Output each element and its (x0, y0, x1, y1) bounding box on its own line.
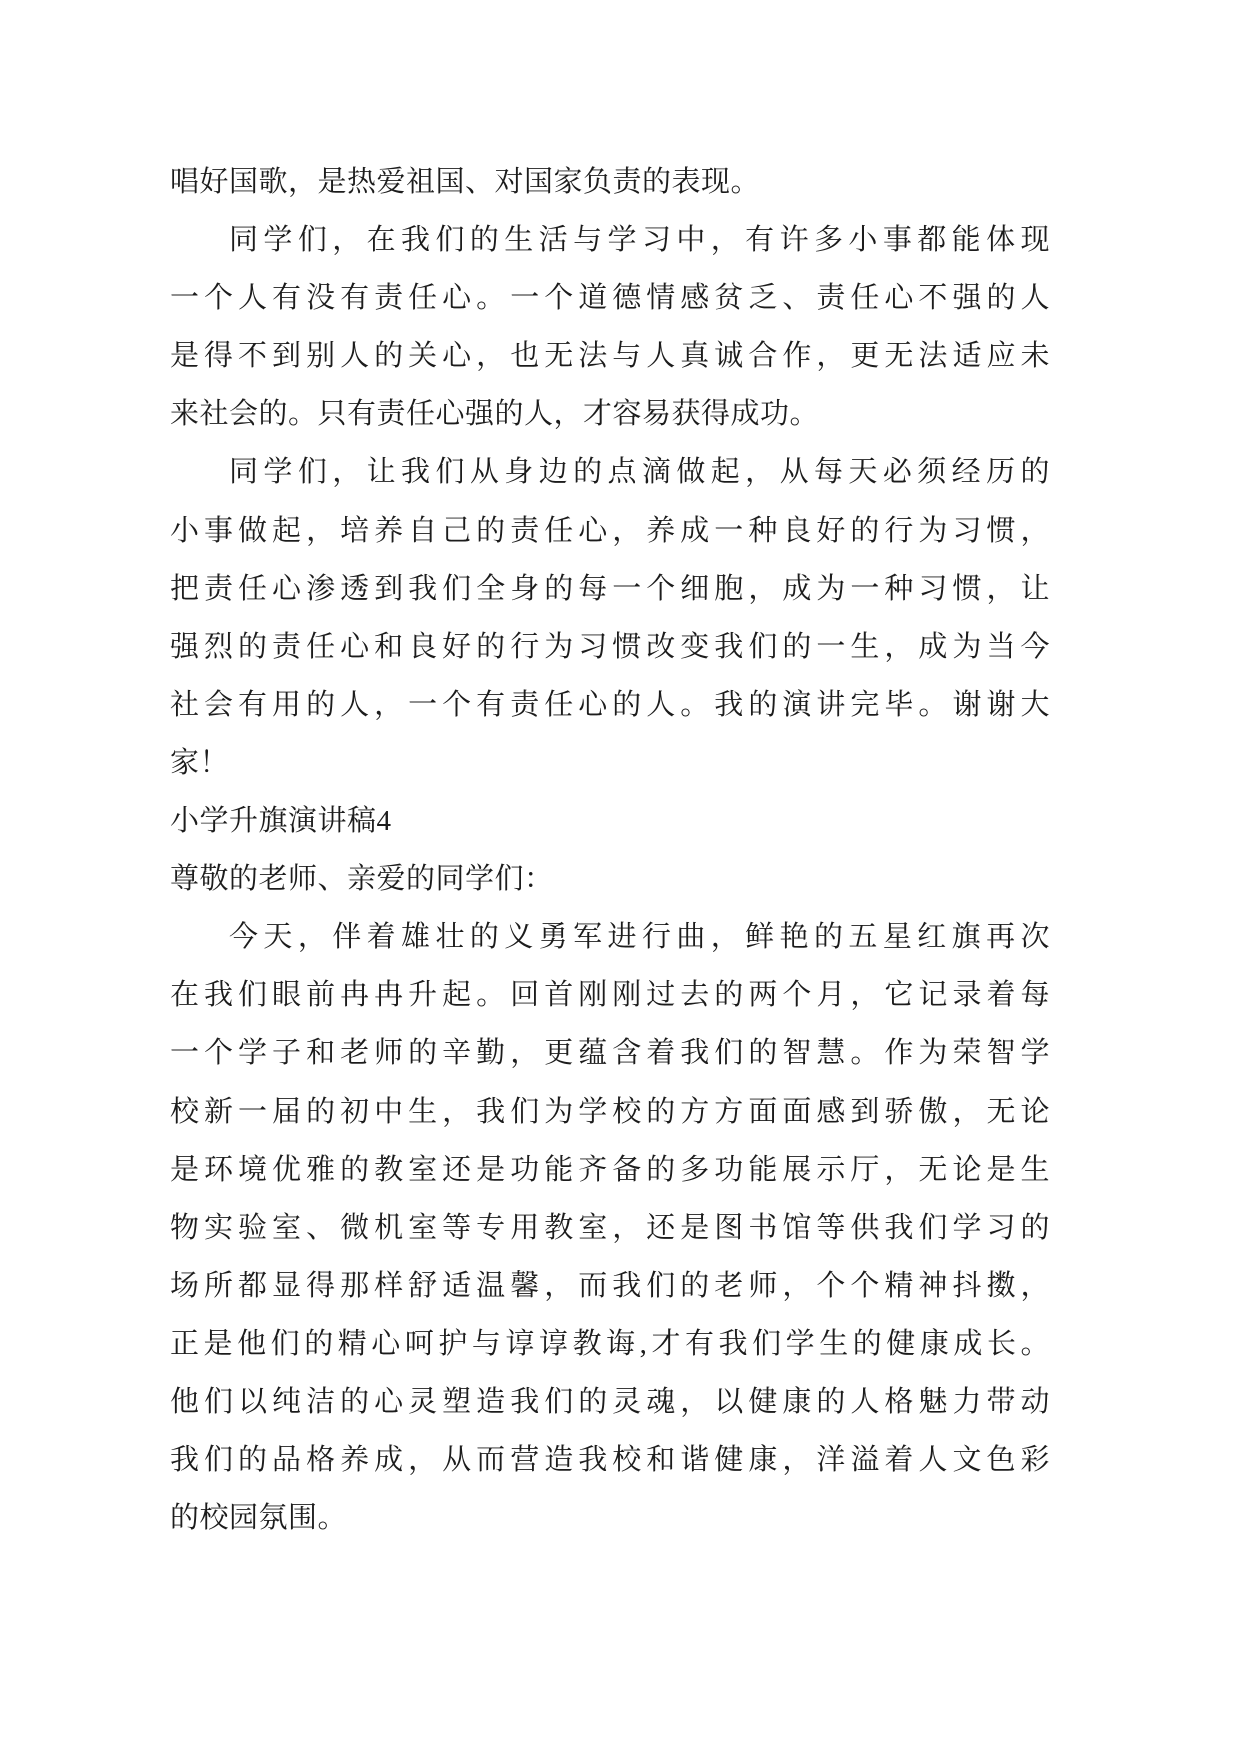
text-line: 家！ (170, 746, 230, 779)
text-line: 一个人有没有责任心。一个道德情感贫乏、责任心不强的人 (170, 282, 1050, 315)
document-body (170, 153, 1050, 1547)
text-line: 物实验室、微机室等专用教室，还是图书馆等供我们学习的 (170, 1211, 1050, 1244)
text-line: 唱好国歌，是热爱祖国、对国家负责的表现。 (170, 166, 761, 198)
text-line: 我们的品格养成，从而营造我校和谐健康，洋溢着人文色彩 (170, 1444, 1050, 1477)
text-line: 把责任心渗透到我们全身的每一个细胞，成为一种习惯，让 (170, 572, 1050, 605)
text-line: 一个学子和老师的辛勤，更蕴含着我们的智慧。作为荣智学 (170, 1037, 1050, 1070)
text-line: 同学们，让我们从身边的点滴做起，从每天必须经历的 (229, 456, 1050, 489)
text-line: 社会有用的人，一个有责任心的人。我的演讲完毕。谢谢大 (170, 688, 1050, 721)
text-line: 在我们眼前冉冉升起。回首刚刚过去的两个月，它记录着每 (170, 979, 1050, 1012)
text-line: 同学们，在我们的生活与学习中，有许多小事都能体现 (229, 224, 1050, 257)
text-line: 来社会的。只有责任心强的人，才容易获得成功。 (170, 398, 820, 431)
text-line: 正是他们的精心呵护与谆谆教诲,才有我们学生的健康成长。 (170, 1327, 1050, 1360)
text-line: 小事做起，培养自己的责任心，养成一种良好的行为习惯， (170, 514, 1050, 547)
text-line: 是得不到别人的关心，也无法与人真诚合作，更无法适应未 (170, 340, 1050, 373)
text-line: 他们以纯洁的心灵塑造我们的灵魂，以健康的人格魅力带动 (170, 1385, 1050, 1418)
text-line: 场所都显得那样舒适温馨，而我们的老师，个个精神抖擞， (170, 1269, 1050, 1302)
text-line: 是环境优雅的教室还是功能齐备的多功能展示厅，无论是生 (170, 1153, 1050, 1186)
salutation: 尊敬的老师、亲爱的同学们： (170, 863, 554, 896)
text-line: 校新一届的初中生，我们为学校的方方面面感到骄傲，无论 (170, 1095, 1050, 1128)
text-line: 的校园氛围。 (170, 1502, 348, 1535)
text-line: 今天，伴着雄壮的义勇军进行曲，鲜艳的五星红旗再次 (229, 921, 1050, 954)
text-line: 强烈的责任心和良好的行为习惯改变我们的一生，成为当今 (170, 630, 1050, 663)
section-title: 小学升旗演讲稿4 (170, 805, 392, 838)
